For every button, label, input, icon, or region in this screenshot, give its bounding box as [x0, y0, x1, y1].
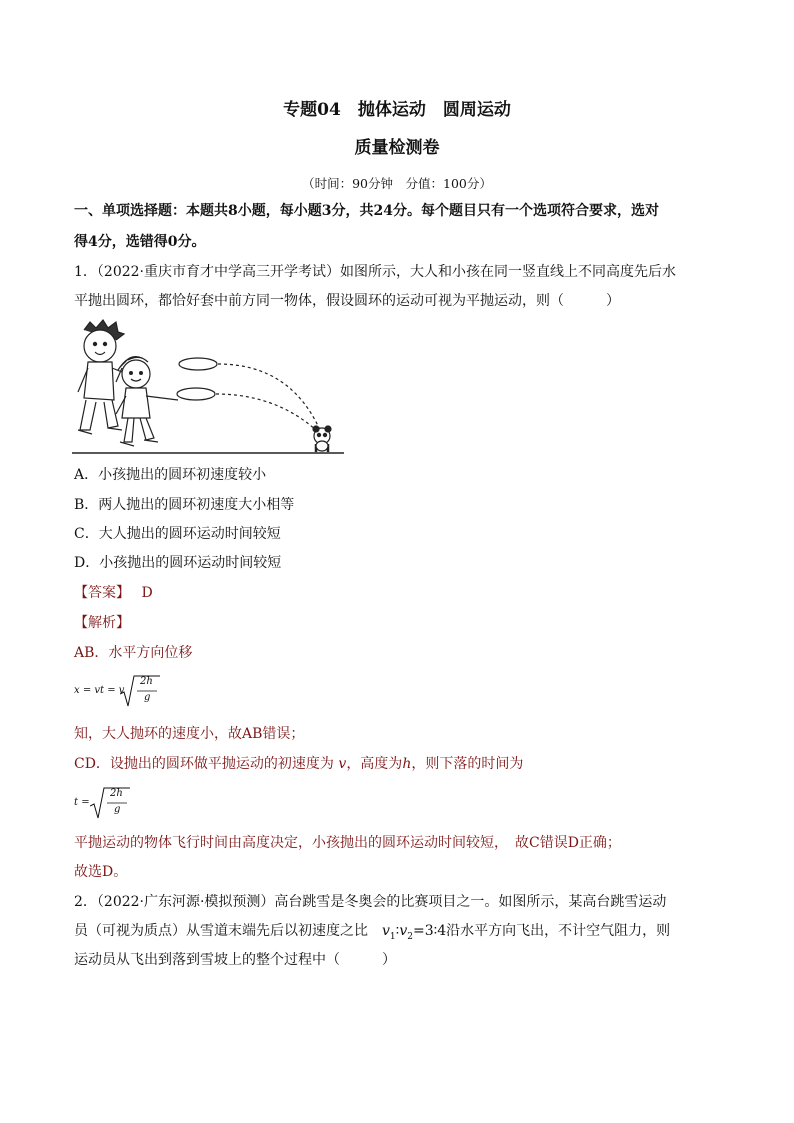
answer-row	[74, 579, 153, 607]
cd-text-mid: ，高度为	[346, 756, 403, 772]
option-c: C．大人抛出的圆环运动时间较短	[74, 526, 281, 542]
panda-target	[313, 426, 331, 452]
v1-symbol: v	[382, 923, 390, 939]
option-a: A．小孩抛出的圆环初速度较小	[74, 467, 267, 483]
section-heading-cont: 得4分，选错得0分。	[74, 234, 206, 250]
child-figure	[116, 357, 178, 446]
analysis-label: 【解析】	[74, 615, 130, 631]
q2-text-post: 沿水平方向飞出，不计空气阻力，则	[446, 923, 671, 939]
upper-ring	[179, 358, 217, 370]
section-heading: 一、单项选择题：本题共8小题，每小题3分，共24分。每个题目只有一个选项符合要求，选对	[74, 203, 659, 219]
answer-value: D	[141, 585, 153, 601]
q2-text-pre: 员（可视为质点）从雪道末端先后以初速度之比	[74, 923, 368, 939]
throwing-rings-illustration	[70, 318, 346, 458]
lower-ring	[177, 388, 215, 400]
formula-time: t = 2h g	[74, 784, 154, 824]
formula-displacement: x = vt = v 2h g	[74, 672, 194, 712]
analysis-final: 故选D。	[74, 864, 128, 880]
v2-symbol: v	[399, 923, 408, 939]
question-2-stem-cont	[74, 917, 670, 947]
v2-subscript: 2	[407, 932, 413, 942]
question-2-stem: 2．（2022·广东河源·模拟预测）高台跳雪是冬奥会的比赛项目之一。如图所示，某高台跳雪运动	[74, 894, 667, 910]
page-subtitle: 质量检测卷	[354, 138, 440, 158]
v1-subscript: 1	[389, 932, 396, 942]
ratio-value: =3∶4	[412, 923, 447, 939]
analysis-cd-conclusion: 平抛运动的物体飞行时间由高度决定，小孩抛出的圆环运动时间较短， 故C错误D正确；	[74, 835, 621, 851]
analysis-ab: AB．水平方向位移	[74, 645, 193, 661]
answer-label: 【答案】	[74, 585, 123, 601]
height-symbol: h	[402, 756, 412, 772]
question-1-stem-cont: 平抛出圆环，都恰好套中前方同一物体，假设圆环的运动可视为平抛运动，则（ ）	[74, 293, 620, 309]
cd-text-post: ，则下落的时间为	[411, 756, 524, 772]
option-b: B．两人抛出的圆环初速度大小相等	[74, 497, 295, 513]
analysis-cd	[74, 750, 523, 778]
cd-text-pre: CD．设抛出的圆环做平抛运动的初速度为	[74, 756, 334, 772]
page-title: 专题04 抛体运动 圆周运动	[283, 100, 511, 120]
analysis-ab-conclusion: 知，大人抛环的速度小，故AB错误；	[74, 726, 305, 742]
question-2-stem-end: 运动员从飞出到落到雪坡上的整个过程中（ ）	[74, 952, 396, 968]
ratio-colon: ∶	[395, 923, 400, 939]
question-1-stem: 1．（2022·重庆市育才中学高三开学考试）如图所示，大人和小孩在同一竖直线上不同高度先后水	[74, 264, 676, 280]
time-score-info: （时间：90分钟 分值：100分）	[302, 176, 492, 191]
option-d: D．小孩抛出的圆环运动时间较短	[74, 555, 282, 571]
velocity-symbol: v	[338, 756, 347, 772]
